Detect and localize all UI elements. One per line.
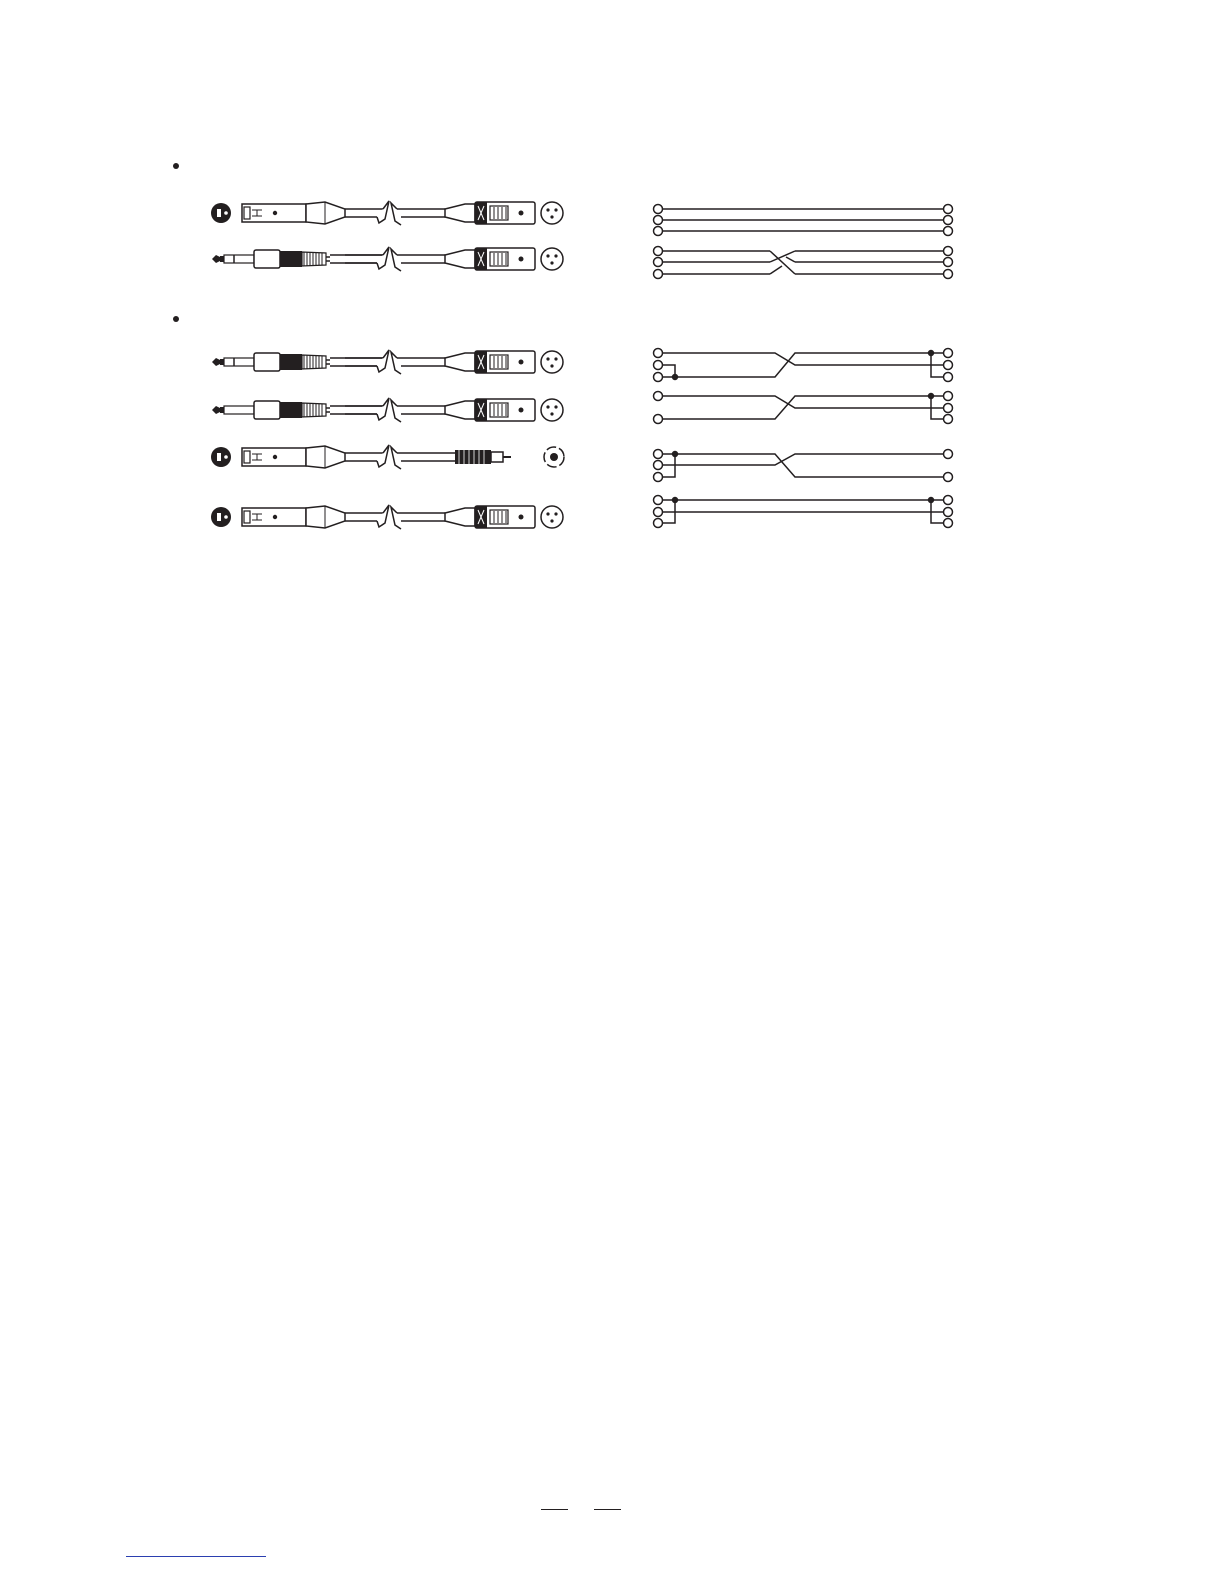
cable-xlr-female-to-xlr-male-1: [211, 201, 563, 225]
cable-ts-jack-to-xlr-male: [212, 398, 563, 422]
footer-rule-left: [541, 1509, 568, 1510]
wiring-diagram-5: [654, 450, 953, 482]
wiring-diagram-1: [654, 205, 953, 236]
footer-rule-right: [594, 1509, 621, 1510]
cable-xlr-female-to-rca: [211, 445, 564, 469]
cable-trs-jack-to-xlr-male-2: [212, 350, 563, 374]
footer-link-underline[interactable]: [126, 1556, 266, 1557]
wiring-diagram-2: [654, 247, 953, 279]
cable-trs-jack-to-xlr-male-1: [212, 247, 563, 271]
wiring-diagram-3: [654, 349, 953, 382]
cable-xlr-female-to-xlr-male-2: [211, 505, 563, 529]
wiring-diagram-4: [654, 392, 953, 424]
wiring-diagram-6: [654, 496, 953, 528]
